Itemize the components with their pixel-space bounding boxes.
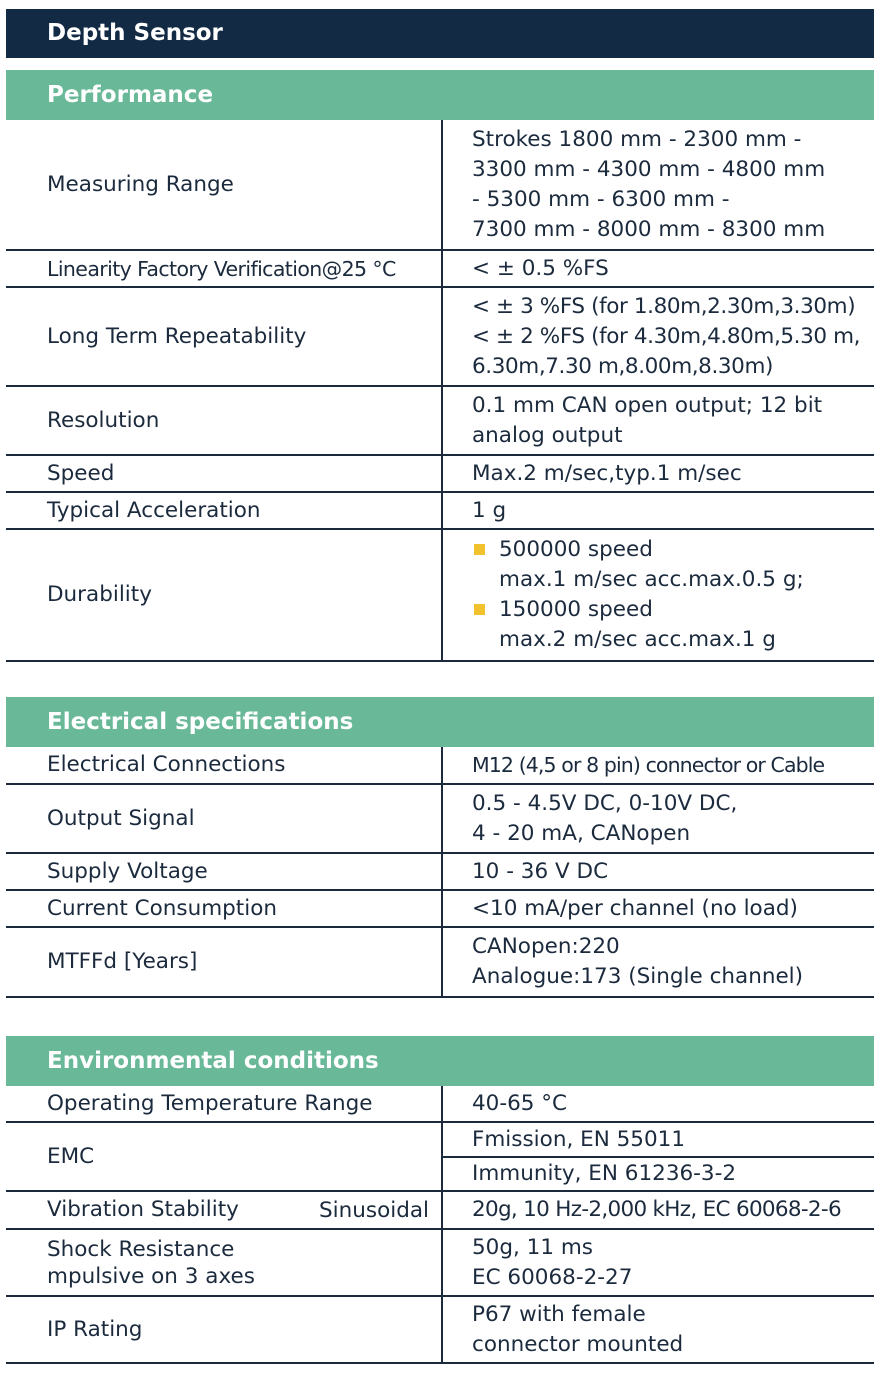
row-label: Speed — [47, 460, 115, 486]
row-shock-resistance — [6, 1230, 874, 1297]
bullet-square-icon — [474, 544, 485, 555]
row-resolution — [6, 387, 874, 456]
row-value: Strokes 1800 mm - 2300 mm - 3300 mm - 4300 mm - 4800 mm - 5300 mm - 6300 mm - 7300 mm - 8000 mm - 8300 mm — [472, 126, 826, 242]
row-value: < ± 3 %FS (for 1.80m,2.30m,3.30m) < ± 2 %FS (for 4.30m,4.80m,5.30 m, 6.30m,7.30 m,8.00m,8.30m) — [472, 293, 861, 379]
row-value: Fmission, EN 55011 Immunity, EN 61236-3-2 — [472, 1127, 737, 1186]
bullet-square-icon — [474, 604, 485, 615]
row-label: Current Consumption — [47, 895, 277, 921]
row-mttfd — [6, 928, 874, 998]
row-label: Output Signal — [47, 805, 195, 831]
row-value: 500000 speed max.1 m/sec acc.max.0.5 g; 150000 speed max.2 m/sec acc.max.1 g — [472, 530, 874, 660]
row-label: Supply Voltage — [47, 858, 208, 884]
row-label: Operating Temperature Range — [47, 1090, 373, 1116]
row-label: Typical Acceleration — [47, 497, 261, 523]
row-typical-acceleration — [6, 493, 874, 530]
row-label: Durability — [47, 582, 152, 607]
row-long-term-repeatability — [6, 288, 874, 387]
row-output-signal — [6, 785, 874, 854]
row-sublabel: Sinusoidal — [319, 1197, 429, 1223]
row-label: Long Term Repeatability — [47, 323, 307, 349]
row-current-consumption — [6, 891, 874, 928]
row-value: 40-65 °C — [472, 1090, 568, 1116]
row-value: 1 g — [472, 497, 507, 523]
row-value: 0.5 - 4.5V DC, 0-10V DC, 4 - 20 mA, CANopen — [472, 790, 738, 846]
section-performance-heading: Performance — [6, 70, 874, 120]
row-ip-rating — [6, 1297, 874, 1364]
row-label: IP Rating — [47, 1316, 143, 1342]
row-value: 0.1 mm CAN open output; 12 bit analog output — [472, 392, 823, 448]
page-title: Depth Sensor — [6, 9, 874, 58]
row-value: 50g, 11 ms EC 60068-2-27 — [472, 1234, 633, 1290]
row-label: Resolution — [47, 407, 160, 433]
row-label: Electrical Connections — [47, 752, 286, 777]
row-label: MTFFd [Years] — [47, 949, 198, 974]
section-electrical-heading: Electrical specifications — [6, 697, 874, 747]
row-durability — [6, 530, 874, 662]
row-value: 10 - 36 V DC — [472, 858, 609, 884]
row-value: CANopen:220 Analogue:173 (Single channel) — [472, 934, 804, 989]
row-vibration-stability — [6, 1192, 874, 1230]
row-value: <10 mA/per channel (no load) — [472, 895, 798, 921]
row-measuring-range — [6, 120, 874, 251]
row-label: Measuring Range — [47, 171, 234, 197]
row-value: P67 with female connector mounted — [472, 1301, 684, 1357]
row-supply-voltage — [6, 854, 874, 891]
row-speed — [6, 456, 874, 493]
row-linearity — [6, 251, 874, 288]
row-value: M12 (4,5 or 8 pin) connector or Cable — [472, 753, 825, 777]
row-label: Vibration Stability — [47, 1197, 239, 1222]
bullet-item: 150000 speed — [472, 595, 874, 625]
row-label: Shock Resistance mpulsive on 3 axes — [47, 1236, 255, 1289]
row-label: EMC — [47, 1143, 95, 1169]
row-label: Linearity Factory Verification@25 °C — [47, 256, 396, 281]
bullet-item: 500000 speed — [472, 535, 874, 565]
row-value: Max.2 m/sec,typ.1 m/sec — [472, 460, 742, 486]
row-electrical-connections — [6, 747, 874, 785]
row-value: 20g, 10 Hz-2,000 kHz, EC 60068-2-6 — [472, 1197, 841, 1222]
section-environmental-heading: Environmental conditions — [6, 1036, 874, 1086]
row-emc — [6, 1123, 874, 1192]
row-value: < ± 0.5 %FS — [472, 255, 609, 281]
row-operating-temperature — [6, 1086, 874, 1123]
